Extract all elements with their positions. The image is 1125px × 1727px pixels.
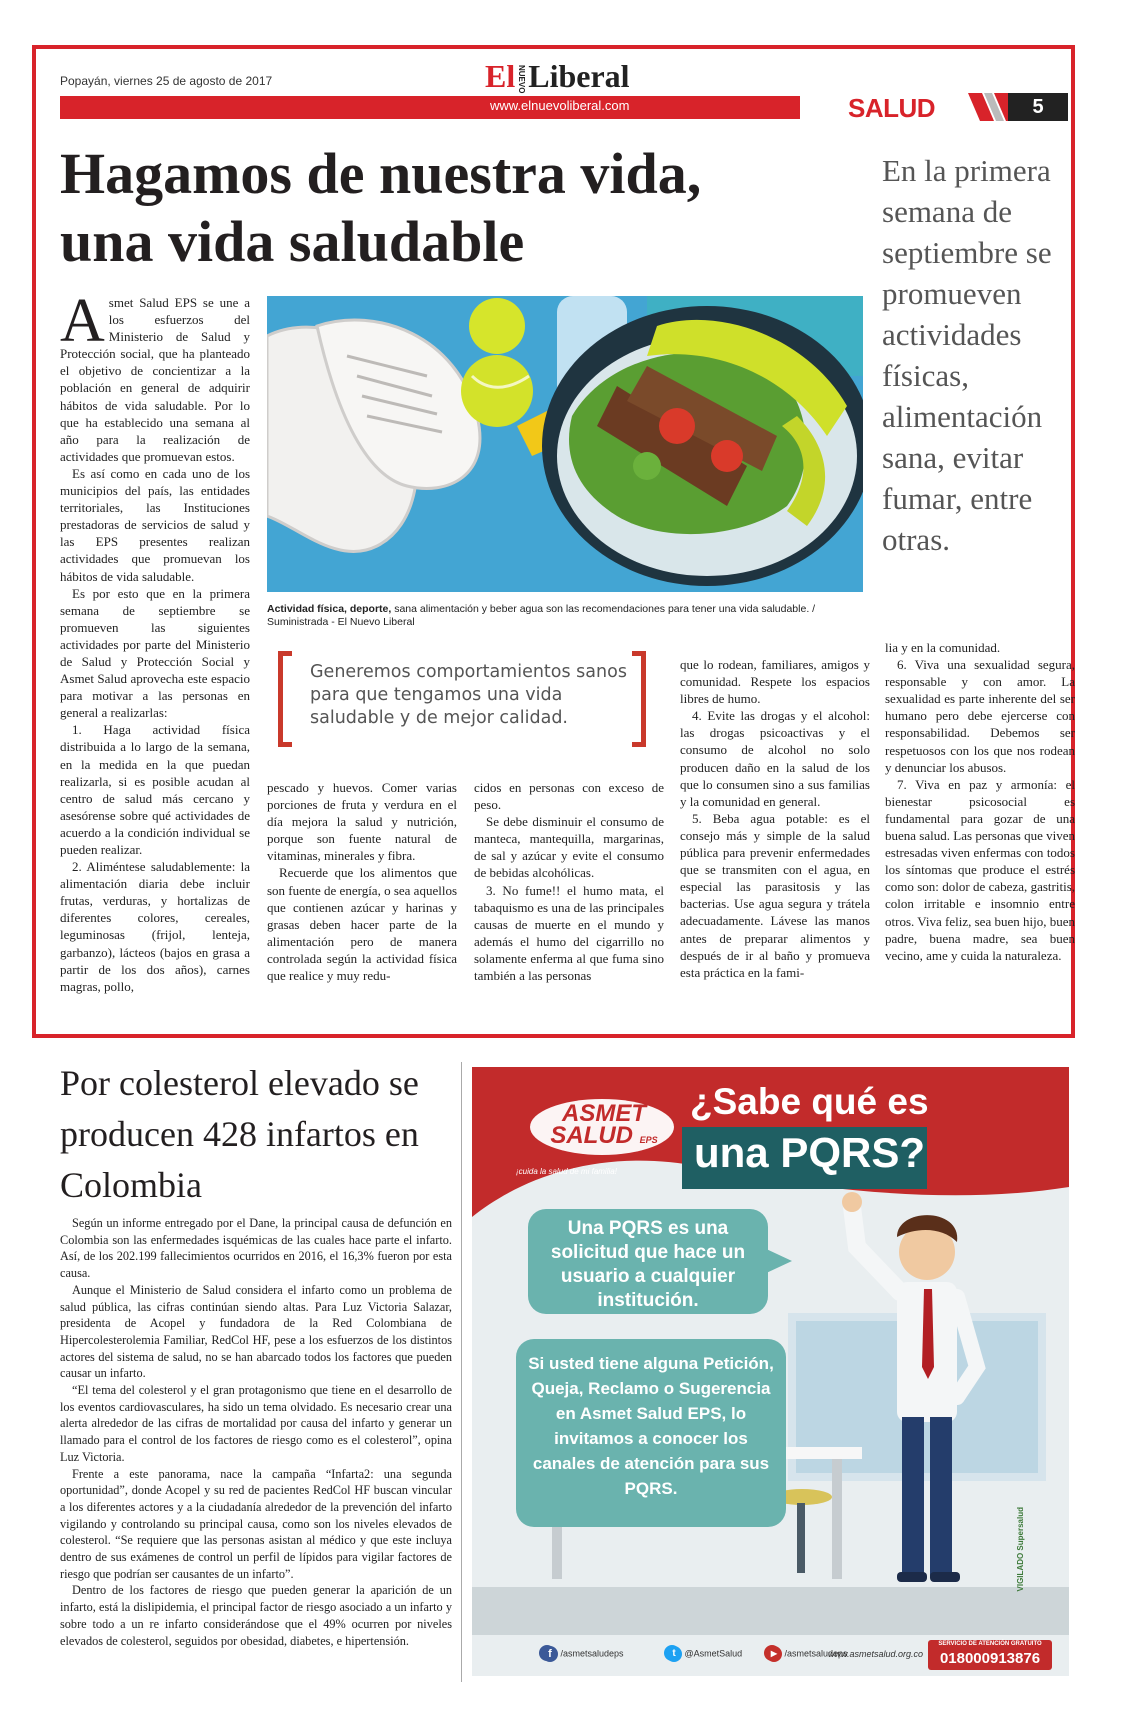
page-number: 5 <box>1008 93 1068 121</box>
quote-bracket-right <box>632 651 646 747</box>
paragraph: Es así como en cada uno de los municipios del país, las entidades territoriales, las Instituciones prestadoras de servicios de salud y las EPS presentes realizan actividades que promuevan los hábitos de vida saludable. <box>60 465 250 584</box>
pull-quote: En la primera semana de septiembre se promueven actividades físicas, alimentación sana, evitar fumar, entre otras. <box>882 153 1052 557</box>
article-column-5 <box>885 639 1075 964</box>
asmet-eps: EPS <box>639 1135 658 1145</box>
caption-bold: Actividad física, deporte, <box>267 603 392 615</box>
facebook-link[interactable] <box>542 1646 624 1662</box>
paragraph: lia y en la comunidad. <box>885 640 1001 655</box>
article-column-4 <box>680 656 870 981</box>
article2-headline: Por colesterol elevado se producen 428 infartos en Colombia <box>60 1063 419 1205</box>
caption-text: sana alimentación y beber agua son las recomendaciones para tener una vida saludable. <box>391 603 810 615</box>
header-bar <box>60 96 800 119</box>
paragraph: Se debe disminuir el consumo de manteca, mantequilla, margarinas, de sal y azúcar y evite el consumo de bebidas alcohólicas. <box>474 814 664 881</box>
facebook-icon: f <box>542 1646 558 1662</box>
facebook-handle: /asmetsaludeps <box>560 1648 624 1659</box>
paragraph: 4. Evite las drogas y el alcohol: las drogas psicoactivas y el consumo de alcohol no solo producen daño en la salud de los que lo consumen sino a sus familias y la comunidad en general. <box>680 708 870 809</box>
pqrs-advertisement[interactable] <box>472 1067 1069 1676</box>
invitation-bubble: Si usted tiene alguna Petición, Queja, Reclamo o Sugerencia en Asmet Salud EPS, lo invitamos a conocer los canales de atención para sus PQRS. <box>528 1354 774 1498</box>
twitter-icon: t <box>666 1646 682 1662</box>
paragraph: smet Salud EPS se une a los esfuerzos del Ministerio de Salud y Protección social, que ha planteado el objetivo de concientizar a la población en general de adquirir hábitos de vida saludable. Por lo que ha establecido una semana al año para la realización de actividades que promuevan estos. <box>60 295 250 464</box>
paragraph: 5. Beba agua potable: es el consejo más y simple de la salud pública para prevenir enfermedades que se transmiten con el agua, en especial las parasitosis y las bacterias. Use agua segura y trátela adecuadamente. Lávese las manos antes de preparar alimentos y después de ir al baño y promueva esta práctica en la fami- <box>680 810 870 980</box>
paragraph: Es por esto que en la primera semana de septiembre se promueven las siguientes actividades por parte del Ministerio de Salud y Protección Social y Asmet Salud aprovecha este espacio para motivar a las personas en general a realizarlas: <box>60 585 250 721</box>
logo-el: El <box>485 58 516 94</box>
asmet-tagline: ¡cuida la salud de mi familia! <box>516 1167 617 1176</box>
caption-credit: / Suministrada - El Nuevo Liberal <box>267 603 816 628</box>
health-photo <box>267 296 863 592</box>
headline-line-2: una vida saludable <box>60 208 525 274</box>
headline <box>60 140 860 276</box>
section-stripes-icon <box>968 93 1008 121</box>
highlight-quote <box>278 651 646 751</box>
paragraph: Aunque el Ministerio de Salud considera el infarto como un problema de salud pública, las cifras continúan siendo altas. Para Luz Victoria Salazar, presidenta de Acopel y fundadora de la Red Colombiana de Hipercolesterolemia Familiar, RedCol HF, pese a los esfuerzos de los distintos actores del sistema de salud, no se han abarcado todos los factores que pueden causar un infarto. <box>60 1282 452 1381</box>
paragraph: Dentro de los factores de riesgo que pueden generar la aparición de un infarto, está la dislipidemia, el principal factor de riesgo asociado a un infarto y sobre todo a un re infarto considerándose que el 49% ocurren por niveles elevados de colesterol, seguidos por obesidad, diabetes, e hipertensión. <box>60 1583 452 1648</box>
paragraph: pescado y huevos. Comer varias porciones de fruta y verdura en el día mejora la salud y nutrición, porque son fuente natural de vitaminas, minerales y fibra. <box>267 780 457 864</box>
headline-line-1: Hagamos de nuestra vida, <box>60 141 702 206</box>
site-url[interactable]: www.elnuevoliberal.com <box>490 98 630 113</box>
photo-caption <box>267 603 863 629</box>
paragraph: 1. Haga actividad física distribuida a lo largo de la semana, en la medida en la que puedan realizarla, si es posible acudan al centro de salud más cercano y asesórense sobre qué actividades de acuerdo a la condición individual se pueden realizar. <box>60 722 250 857</box>
asmet-brand: ASMET SALUD <box>550 1100 646 1149</box>
logo-nuevo: NUEVO <box>517 65 527 94</box>
youtube-handle: /asmetsaludeps <box>784 1648 848 1659</box>
article-column-1 <box>60 287 250 995</box>
masthead-logo[interactable] <box>485 58 630 95</box>
ad-title-line-1: ¿Sabe qué es <box>690 1081 929 1122</box>
quote-text: Generemos comportamientos sanos para que tengamos una vida saludable y de mejor calidad. <box>310 662 627 728</box>
paragraph: Frente a este panorama, nace la campaña “Infarta2: una segunda oportunidad”, donde Acopel y su red de pacientes RedCol HF buscan vincular a los diferentes actores y a la ciudadanía alrededor de la prevención del infarto vigilando y controlando su principal causa, como son los niveles elevados de colesterol. “Se requiere que las personas asistan al médico y que este incluya dentro de sus exámenes de control un perfil de lípidos para vigilar factores de riesgo que podrían ser causantes de un infarto”. <box>60 1466 452 1581</box>
twitter-handle: @AsmetSalud <box>684 1648 743 1659</box>
drop-cap: A <box>60 287 105 355</box>
article-column-2 <box>267 779 457 984</box>
paragraph: Recuerde que los alimentos que son fuente de energía, o sea aquellos que contienen azúcar y harinas y grasas deben hacer parte de la alimentación pero de manera controlada según la actividad física que realice y muy redu- <box>267 865 457 984</box>
asmet-logo[interactable] <box>534 1100 674 1151</box>
column-divider <box>461 1062 462 1682</box>
quote-bracket-left <box>278 651 292 747</box>
paragraph: 3. No fume!! el humo mata, el tabaquismo es una de las principales causas de muerte en el mundo y además el humo del cigarrillo no solamente enferma al que fuma sino también a las personas <box>474 882 664 984</box>
website-link[interactable]: www.asmetsalud.org.co <box>828 1649 924 1659</box>
paragraph: “El tema del colesterol y el gran protagonismo que tiene en el desarrollo de los eventos cardiovasculares, ha sido un tema olvidado. Es necesario crear una alerta alrededor de las cifras de mortalidad por causa del infarto y generar un llamado para el control de los factores de riesgo como es el colesterol”, opina Luz Victoria. <box>60 1383 452 1464</box>
article2-body <box>60 1215 452 1649</box>
service-phone[interactable]: 018000913876 <box>939 1650 1041 1667</box>
paragraph: 2. Aliméntese saludablemente: la alimentación diaria debe incluir frutas, verduras, y hortalizas de diferentes colores, cereales, leguminosas (frijol, lenteja, garbanzo), lácteos (bajos en grasa a partir de los dos años), carnes magras, pollo, <box>60 859 250 994</box>
vigilado-supersalud: VIGILADO Supersalud <box>1016 1507 1025 1592</box>
ad-title-line-2: una PQRS? <box>694 1129 926 1176</box>
article-column-3 <box>474 779 664 984</box>
youtube-icon: ▶ <box>766 1646 782 1662</box>
paragraph: 7. Viva en paz y armonía: el bienestar psicosocial es fundamental para gozar de una buena salud. Las personas que viven estresadas viven enfermas con todos los síntomas que produce el estrés como son: dolor de cabeza, gastritis, colon irritable e insomnio entre otros. Viva feliz, sea buen hijo, buen padre, buena madre, sea buen vecino, ame y cuida la naturaleza. <box>885 776 1075 963</box>
paragraph: que lo rodean, familiares, amigos y comunidad. Respete los espacios libres de humo. <box>680 657 870 707</box>
paragraph: Según un informe entregado por el Dane, la principal causa de defunción en Colombia son las enfermedades isquémicas de las cuales hace parte el infarto. Así, de los 202.199 fallecimientos ocurridos en 2016, el 16,3% fueron por esta causa. <box>60 1216 452 1281</box>
logo-liberal: Liberal <box>528 58 630 94</box>
definition-bubble: Una PQRS es una solicitud que hace un usuario a cualquier institución. <box>550 1218 746 1311</box>
paragraph: cidos en personas con exceso de peso. <box>474 780 664 813</box>
service-label: SERVICIO DE ATENCIÓN GRATUITO <box>938 1641 1042 1647</box>
section-label: SALUD <box>848 93 936 123</box>
paragraph: 6. Viva una sexualidad segura, responsable y con amor. La sexualidad es parte inherente del ser humano pero debe ejercerse con responsabilidad. Debemos ser respetuosos con los que nos rodean y denunciar los abusos. <box>885 657 1075 775</box>
twitter-link[interactable] <box>666 1646 742 1662</box>
dateline: Popayán, viernes 25 de agosto de 2017 <box>60 74 273 88</box>
